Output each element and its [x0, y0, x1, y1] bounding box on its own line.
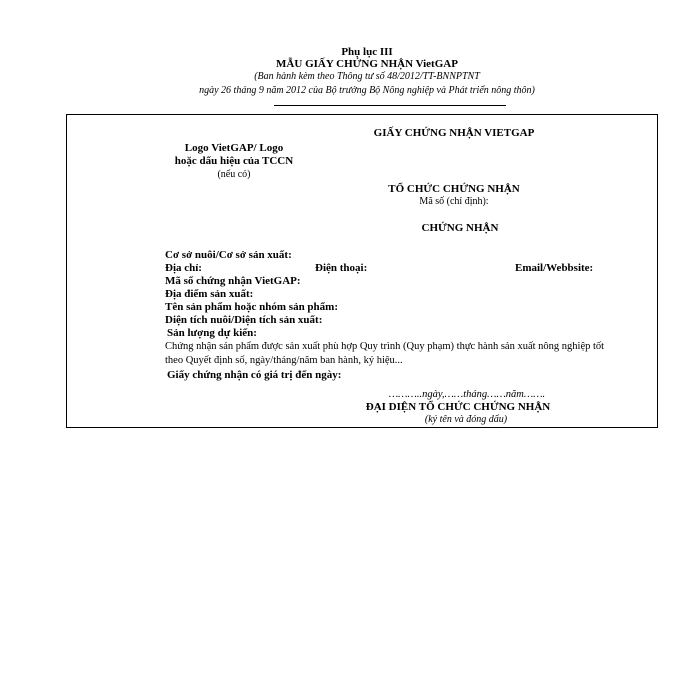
area-field-label: Diện tích nuôi/Diện tích sản xuất: [165, 314, 323, 326]
product-field-label: Tên sản phẩm hoặc nhóm sản phẩm: [165, 301, 338, 313]
organization-code-label: Mã số (chỉ định): [419, 196, 489, 207]
logo-placeholder-line-1: Logo VietGAP/ Logo [184, 142, 284, 154]
certifies-heading: CHỨNG NHẬN [421, 222, 499, 234]
facility-field-label: Cơ sở nuôi/Cơ sở sản xuất: [165, 249, 292, 261]
validity-field-label: Giấy chứng nhận có giá trị đến ngày: [167, 369, 342, 381]
vietgap-code-field-label: Mã số chứng nhận VietGAP: [165, 275, 301, 287]
issued-by-line-2: ngày 26 tháng 9 năm 2012 của Bộ trưởng Bộ Nông nghiệp và Phát triển nông thôn) [199, 85, 535, 96]
date-line: ………..ngày,……tháng……năm……. [388, 389, 546, 400]
signature-note: (ký tên và đóng dấu) [424, 414, 508, 425]
header-divider [274, 105, 506, 106]
form-title: MẪU GIẤY CHỨNG NHẬN VietGAP [276, 58, 458, 70]
organization-title: TỔ CHỨC CHỨNG NHẬN [388, 183, 520, 195]
certificate-title: GIẤY CHỨNG NHẬN VIETGAP [373, 127, 535, 139]
location-field-label: Địa điểm sản xuất: [165, 288, 254, 300]
logo-placeholder-line-2: hoặc dấu hiệu của TCCN [174, 155, 294, 167]
appendix-label: Phụ lục III [341, 46, 393, 58]
phone-field-label: Điện thoại: [315, 262, 368, 274]
certification-statement-line-1: Chứng nhận sản phẩm được sản xuất phù hợp Quy trình (Quy phạm) thực hành sản xuất nông nghiệp tốt [165, 341, 605, 352]
representative-title: ĐẠI DIỆN TỔ CHỨC CHỨNG NHẬN [365, 401, 551, 413]
certification-statement-line-2: theo Quyết định số, ngày/tháng/năm ban hành, ký hiệu... [165, 355, 403, 366]
issued-by-line-1: (Ban hành kèm theo Thông tư số 48/2012/TT-BNNPTNT [254, 71, 480, 82]
logo-placeholder-note: (nếu có) [217, 169, 251, 180]
email-field-label: Email/Webbsite: [515, 262, 594, 274]
yield-field-label: Sản lượng dự kiến: [167, 327, 257, 339]
address-field-label: Địa chỉ: [165, 262, 202, 274]
